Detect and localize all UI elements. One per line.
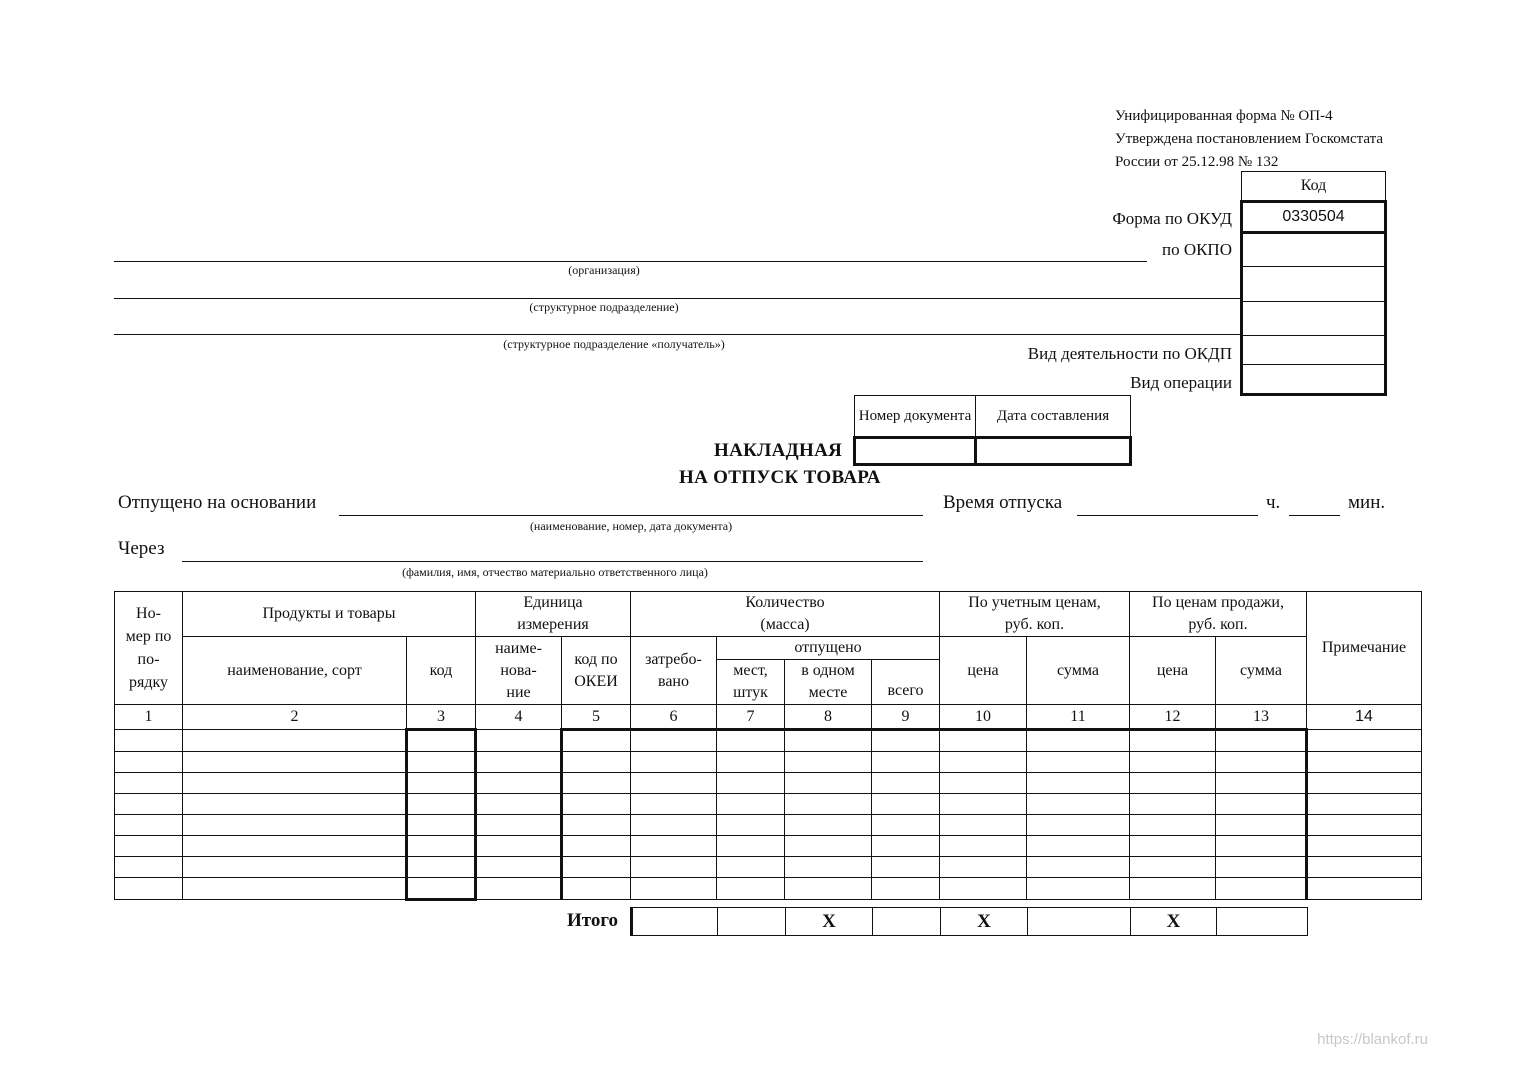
- col-in-one-header: [785, 660, 872, 705]
- col-released-header: отпущено: [717, 637, 940, 660]
- total-price2-mark: X: [1131, 908, 1217, 936]
- total-requested-field[interactable]: [632, 908, 718, 936]
- release-minutes-line[interactable]: [1289, 515, 1340, 516]
- col-quantity-header-text: Количество (масса): [745, 594, 825, 633]
- operation-label: Вид операции: [1130, 373, 1232, 392]
- total-price-mark: X: [941, 908, 1028, 936]
- doc-date-label: Дата составления: [976, 396, 1131, 438]
- release-time-label: Время отпуска: [943, 492, 1063, 513]
- form-header-line3: России от 25.12.98 № 132: [1115, 154, 1279, 170]
- title-line2: НА ОТПУСК ТОВАРА: [679, 467, 881, 488]
- col-num-6: 6: [631, 705, 717, 730]
- okpo-code-field[interactable]: [1242, 233, 1386, 267]
- division-line[interactable]: [114, 298, 1240, 299]
- doc-number-date-box: [853, 395, 1132, 466]
- col-in-one-header-text: в одном месте: [801, 662, 855, 701]
- col-num-14: 14: [1307, 705, 1422, 730]
- col-num-12: 12: [1130, 705, 1216, 730]
- okdp-code-field[interactable]: [1242, 336, 1386, 365]
- blank-code-field-1[interactable]: [1242, 267, 1386, 302]
- table-row[interactable]: [115, 815, 1422, 836]
- form-header-line1: Унифицированная форма № ОП-4: [1115, 108, 1333, 124]
- doc-number-label: Номер документа: [855, 396, 976, 438]
- okud-code-field[interactable]: 0330504: [1242, 202, 1386, 233]
- col-number-header-text: Но-мер по по-рядку: [125, 605, 172, 691]
- operation-code-field[interactable]: [1242, 365, 1386, 395]
- okpo-label: по ОКПО: [1161, 240, 1232, 259]
- col-unit-name-header: [476, 637, 562, 705]
- col-num-2: 2: [183, 705, 407, 730]
- blank-code-field-2[interactable]: [1242, 302, 1386, 336]
- col-requested-header-text: затребо-вано: [645, 650, 702, 690]
- codes-table: [1240, 171, 1387, 396]
- total-places-field[interactable]: [718, 908, 786, 936]
- col-sum2-header: сумма: [1216, 637, 1307, 705]
- col-num-9: 9: [872, 705, 940, 730]
- total-in-one-mark: X: [786, 908, 873, 936]
- col-price2-header: цена: [1130, 637, 1216, 705]
- watermark: https://blankof.ru: [1317, 1031, 1428, 1048]
- via-line[interactable]: [182, 561, 923, 562]
- form-header: [1115, 105, 1383, 174]
- col-num-10: 10: [940, 705, 1027, 730]
- col-places-header-text: мест, штук: [733, 662, 768, 701]
- col-num-1: 1: [115, 705, 183, 730]
- col-acc-prices-header-text: По учетным ценам, руб. коп.: [968, 594, 1101, 633]
- col-unit-name-header-text: наиме-нова-ние: [495, 639, 542, 701]
- col-note-header: Примечание: [1307, 592, 1422, 705]
- table-row[interactable]: [115, 794, 1422, 815]
- col-quantity-header: [631, 592, 940, 637]
- col-products-header: Продукты и товары: [183, 592, 476, 637]
- totals-label: Итого: [567, 910, 619, 931]
- total-sum2-field[interactable]: [1217, 908, 1308, 936]
- okud-label: Форма по ОКУД: [1112, 209, 1232, 228]
- col-places-header: [717, 660, 785, 705]
- col-sum-header: сумма: [1027, 637, 1130, 705]
- via-hint: (фамилия, имя, отчество материально ответственного лица): [402, 565, 708, 579]
- col-sale-prices-header: [1130, 592, 1307, 637]
- col-unit-header-text: Единица измерения: [517, 594, 589, 633]
- col-code-header: код: [407, 637, 476, 705]
- table-row[interactable]: [115, 730, 1422, 752]
- title-line1: НАКЛАДНАЯ: [714, 440, 843, 461]
- col-okei-header-text: код по ОКЕИ: [574, 650, 618, 690]
- doc-number-field[interactable]: [855, 438, 976, 465]
- col-num-11: 11: [1027, 705, 1130, 730]
- hours-label: ч.: [1266, 492, 1281, 513]
- col-okei-header: [562, 637, 631, 705]
- doc-date-field[interactable]: [976, 438, 1131, 465]
- table-row[interactable]: [115, 773, 1422, 794]
- totals-row: [630, 907, 1308, 936]
- col-sale-prices-header-text: По ценам продажи, руб. коп.: [1152, 594, 1284, 633]
- organization-hint: (организация): [568, 263, 640, 277]
- organization-line[interactable]: [114, 261, 1147, 262]
- table-row[interactable]: [115, 752, 1422, 773]
- released-basis-hint: (наименование, номер, дата документа): [529, 519, 733, 533]
- minutes-label: мин.: [1348, 492, 1386, 513]
- total-released-field[interactable]: [873, 908, 941, 936]
- release-hours-line[interactable]: [1077, 515, 1258, 516]
- column-numbers-row: [115, 705, 1422, 730]
- table-row[interactable]: [115, 857, 1422, 878]
- okdp-label: Вид деятельности по ОКДП: [1027, 344, 1232, 363]
- col-unit-header: [476, 592, 631, 637]
- table-row[interactable]: [115, 878, 1422, 900]
- goods-table: [114, 591, 1422, 901]
- col-num-13: 13: [1216, 705, 1307, 730]
- col-number-header: [115, 592, 183, 705]
- table-row[interactable]: [115, 836, 1422, 857]
- form-header-line2: Утверждена постановлением Госкомстата: [1115, 131, 1384, 147]
- col-requested-header: [631, 637, 717, 705]
- col-num-3: 3: [407, 705, 476, 730]
- col-num-5: 5: [562, 705, 631, 730]
- via-label: Через: [118, 538, 165, 559]
- col-name-sort-header: наименование, сорт: [183, 637, 407, 705]
- total-sum-field[interactable]: [1028, 908, 1131, 936]
- receiver-hint: (структурное подразделение «получатель»): [503, 337, 725, 351]
- col-num-4: 4: [476, 705, 562, 730]
- receiver-line[interactable]: [114, 334, 1240, 335]
- codes-caption: Код: [1242, 172, 1386, 202]
- released-basis-line[interactable]: [339, 515, 923, 516]
- col-acc-prices-header: [940, 592, 1130, 637]
- division-hint: (структурное подразделение): [529, 300, 679, 314]
- released-basis-label: Отпущено на основании: [118, 492, 317, 513]
- col-price-header: цена: [940, 637, 1027, 705]
- col-num-7: 7: [717, 705, 785, 730]
- col-total-header: всего: [872, 660, 940, 705]
- col-num-8: 8: [785, 705, 872, 730]
